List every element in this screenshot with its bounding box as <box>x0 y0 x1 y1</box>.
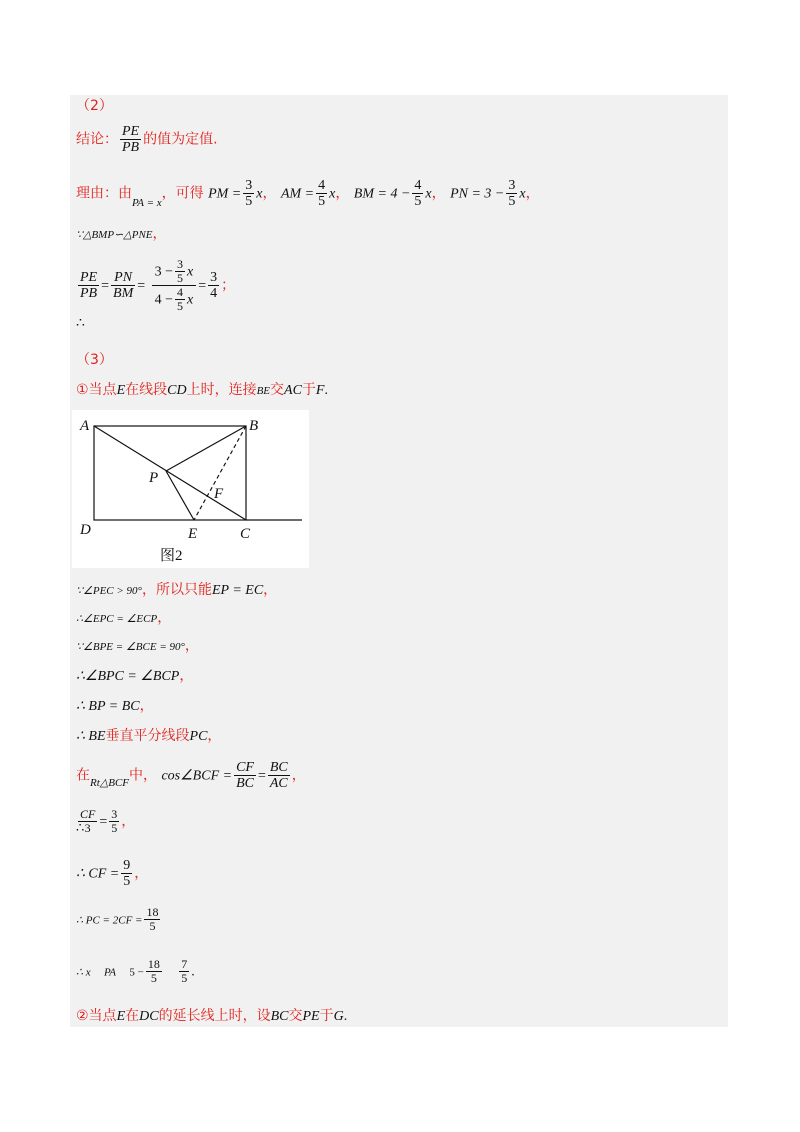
step10-line <box>76 906 162 933</box>
step3-line <box>76 636 199 657</box>
label-e: E <box>188 526 198 542</box>
case1-c: 上时，连接 <box>186 382 257 398</box>
cos-bcf: cos∠BCF = <box>161 768 233 784</box>
label-p: P <box>149 470 159 486</box>
case2-b: 在 <box>125 1008 140 1024</box>
frac-pe-pb-2: $\frac{PE}{PB}$ <box>80 270 98 301</box>
comma: ， <box>335 185 350 202</box>
frac-4-5: $\frac{4}{5}$ <box>318 178 326 209</box>
case2-line <box>76 1006 347 1027</box>
bp-eq-bc: ∴ BP = BC <box>76 699 140 714</box>
case1-line <box>76 380 328 401</box>
reason-mid: ，可得 <box>161 185 204 202</box>
comma: ， <box>179 668 194 684</box>
figure-2 <box>72 410 309 568</box>
point-g: G <box>333 1009 344 1024</box>
step7-line <box>76 760 306 791</box>
segment-ac: AC <box>284 383 302 398</box>
segment-pe: PE <box>302 1009 320 1024</box>
comma: ， <box>184 638 199 654</box>
frac-pn-bm: $\frac{PN}{BM}$ <box>113 270 134 301</box>
frac-cf-bc: $\frac{CF}{BC}$ <box>236 760 254 791</box>
equals: = <box>99 814 108 830</box>
frac-3-5: $\frac{3}{5}$ <box>508 178 516 209</box>
similar-triangles: ∵△BMP∽△PNE <box>76 229 153 241</box>
x-var: x <box>329 186 336 202</box>
x-eq: ∴ x <box>76 966 91 979</box>
angle-bpc: ∴∠BPC = ∠BCP <box>76 669 180 684</box>
comma: ， <box>121 813 136 830</box>
equals: = <box>257 768 266 784</box>
frac-pe-pb: $\frac{PE}{PB}$ <box>122 124 140 155</box>
frac-3-4: $\frac{3}{4}$ <box>210 270 218 301</box>
reason-line <box>76 178 540 209</box>
comma: ， <box>207 728 222 744</box>
pa-label: PA <box>104 966 117 979</box>
conclusion-line <box>76 124 218 155</box>
cf-eq: ∴ CF = <box>76 866 120 882</box>
therefore-sign-2: ∴ <box>76 820 85 835</box>
ep-eq-ec: EP = EC <box>211 583 264 598</box>
figure-caption: 图2 <box>160 548 183 564</box>
part2-label: （2） <box>76 98 113 114</box>
segment-pe <box>166 471 194 520</box>
period: . <box>324 383 328 398</box>
segment-bc: BC <box>270 1009 289 1024</box>
step6-line <box>76 726 221 747</box>
segment-dc: DC <box>139 1009 159 1024</box>
step7-b: 中， <box>129 767 158 784</box>
segment-bp <box>166 426 246 471</box>
label-b: B <box>249 418 259 434</box>
case2-d: 交 <box>288 1008 303 1024</box>
conclusion-suffix: 的值为定值. <box>143 131 218 148</box>
frac-bc-ac: $\frac{BC}{AC}$ <box>269 760 288 791</box>
comma: ， <box>152 226 167 242</box>
equals: = <box>101 278 110 294</box>
comma: ， <box>263 582 278 598</box>
part3-label: （3） <box>76 352 113 368</box>
frac-3-5: $\frac{3}{5}$ <box>245 178 253 209</box>
diagonal-ac <box>94 426 246 520</box>
case1-a: ①当点 <box>76 382 117 398</box>
step8-line <box>76 808 135 835</box>
angle-epc: ∴∠EPC = ∠ECP <box>76 613 158 625</box>
comma: ， <box>157 610 172 626</box>
step2-line <box>76 608 171 629</box>
case1-b: 在线段 <box>125 382 168 398</box>
comma: ， <box>262 185 277 202</box>
case2-a: ②当点 <box>76 1008 117 1024</box>
therefore-sign: ∴ <box>76 316 85 331</box>
comma: ， <box>291 767 306 784</box>
case1-e: 于 <box>301 382 316 398</box>
step6-text: 垂直平分线段 <box>105 728 190 744</box>
label-c: C <box>240 526 251 542</box>
frac-4-5: $\frac{4}{5}$ <box>414 178 422 209</box>
point-e: E <box>116 383 126 398</box>
frac-9-5: $\frac{9}{5}$ <box>123 858 131 889</box>
complex-fraction: 3 − $\frac{3}{5}$ x 4 − $\frac{4}{5}$ x <box>152 258 197 313</box>
reason-prefix: 理由：由 <box>76 185 132 202</box>
case1-d: 交 <box>270 382 285 398</box>
step7-a: 在 <box>76 767 90 784</box>
frac-cf-3: $\frac{CF}{3}$ <box>80 807 96 835</box>
case2-e: 于 <box>319 1008 334 1024</box>
segment-be: BE <box>256 385 271 397</box>
label-a: A <box>80 418 90 434</box>
equals: = <box>137 278 146 294</box>
five-minus: 5 − <box>129 966 144 979</box>
step4-line <box>76 666 193 687</box>
frac-3-5: $\frac{3}{5}$ <box>111 807 118 835</box>
pm-eq: PM = <box>208 186 242 202</box>
similar-line <box>76 224 167 245</box>
step5-line <box>76 696 154 717</box>
x-var: x <box>425 186 432 202</box>
case2-c: 的延长线上时，设 <box>158 1008 271 1024</box>
comma: ， <box>134 865 149 882</box>
semicolon: ； <box>221 277 236 294</box>
segment-cd: CD <box>167 383 187 398</box>
angle-pec: ∵∠PEC > 90° <box>76 585 142 597</box>
pc-eq: ∴ PC = 2CF = <box>76 914 143 927</box>
comma: ， <box>525 185 540 202</box>
am-eq: AM = <box>280 186 315 202</box>
point-e: E <box>116 1009 126 1024</box>
frac-18-5-b: $\frac{18}{5}$ <box>147 957 160 985</box>
pa-eq-x: PA = x <box>132 196 162 209</box>
equals: = <box>198 278 207 294</box>
label-d: D <box>80 522 91 538</box>
period: . <box>343 1009 348 1024</box>
frac-7-5: $\frac{7}{5}$ <box>181 957 188 985</box>
x-var: x <box>256 186 263 202</box>
rt-bcf: Rt△BCF <box>90 776 130 789</box>
ratio-line <box>76 258 235 313</box>
frac-18-5: $\frac{18}{5}$ <box>146 905 159 933</box>
step11-line <box>76 958 195 985</box>
step9-line <box>76 858 148 889</box>
point-f: F <box>315 383 325 398</box>
label-f: F <box>214 486 224 502</box>
bm-eq: BM = 4 − <box>353 186 411 202</box>
x-var: x <box>519 186 526 202</box>
segment-pc: PC <box>189 729 208 744</box>
geometry-diagram <box>72 410 309 568</box>
period: . <box>191 964 195 980</box>
angle-bpe: ∵∠BPE = ∠BCE = 90° <box>76 641 185 653</box>
step1-text: ，所以只能 <box>141 582 212 598</box>
comma: ， <box>139 698 154 714</box>
be-label: ∴ BE <box>76 729 106 744</box>
conclusion-prefix: 结论： <box>76 131 118 148</box>
comma: ， <box>431 185 446 202</box>
pn-eq: PN = 3 − <box>450 186 505 202</box>
step1-line <box>76 580 277 601</box>
